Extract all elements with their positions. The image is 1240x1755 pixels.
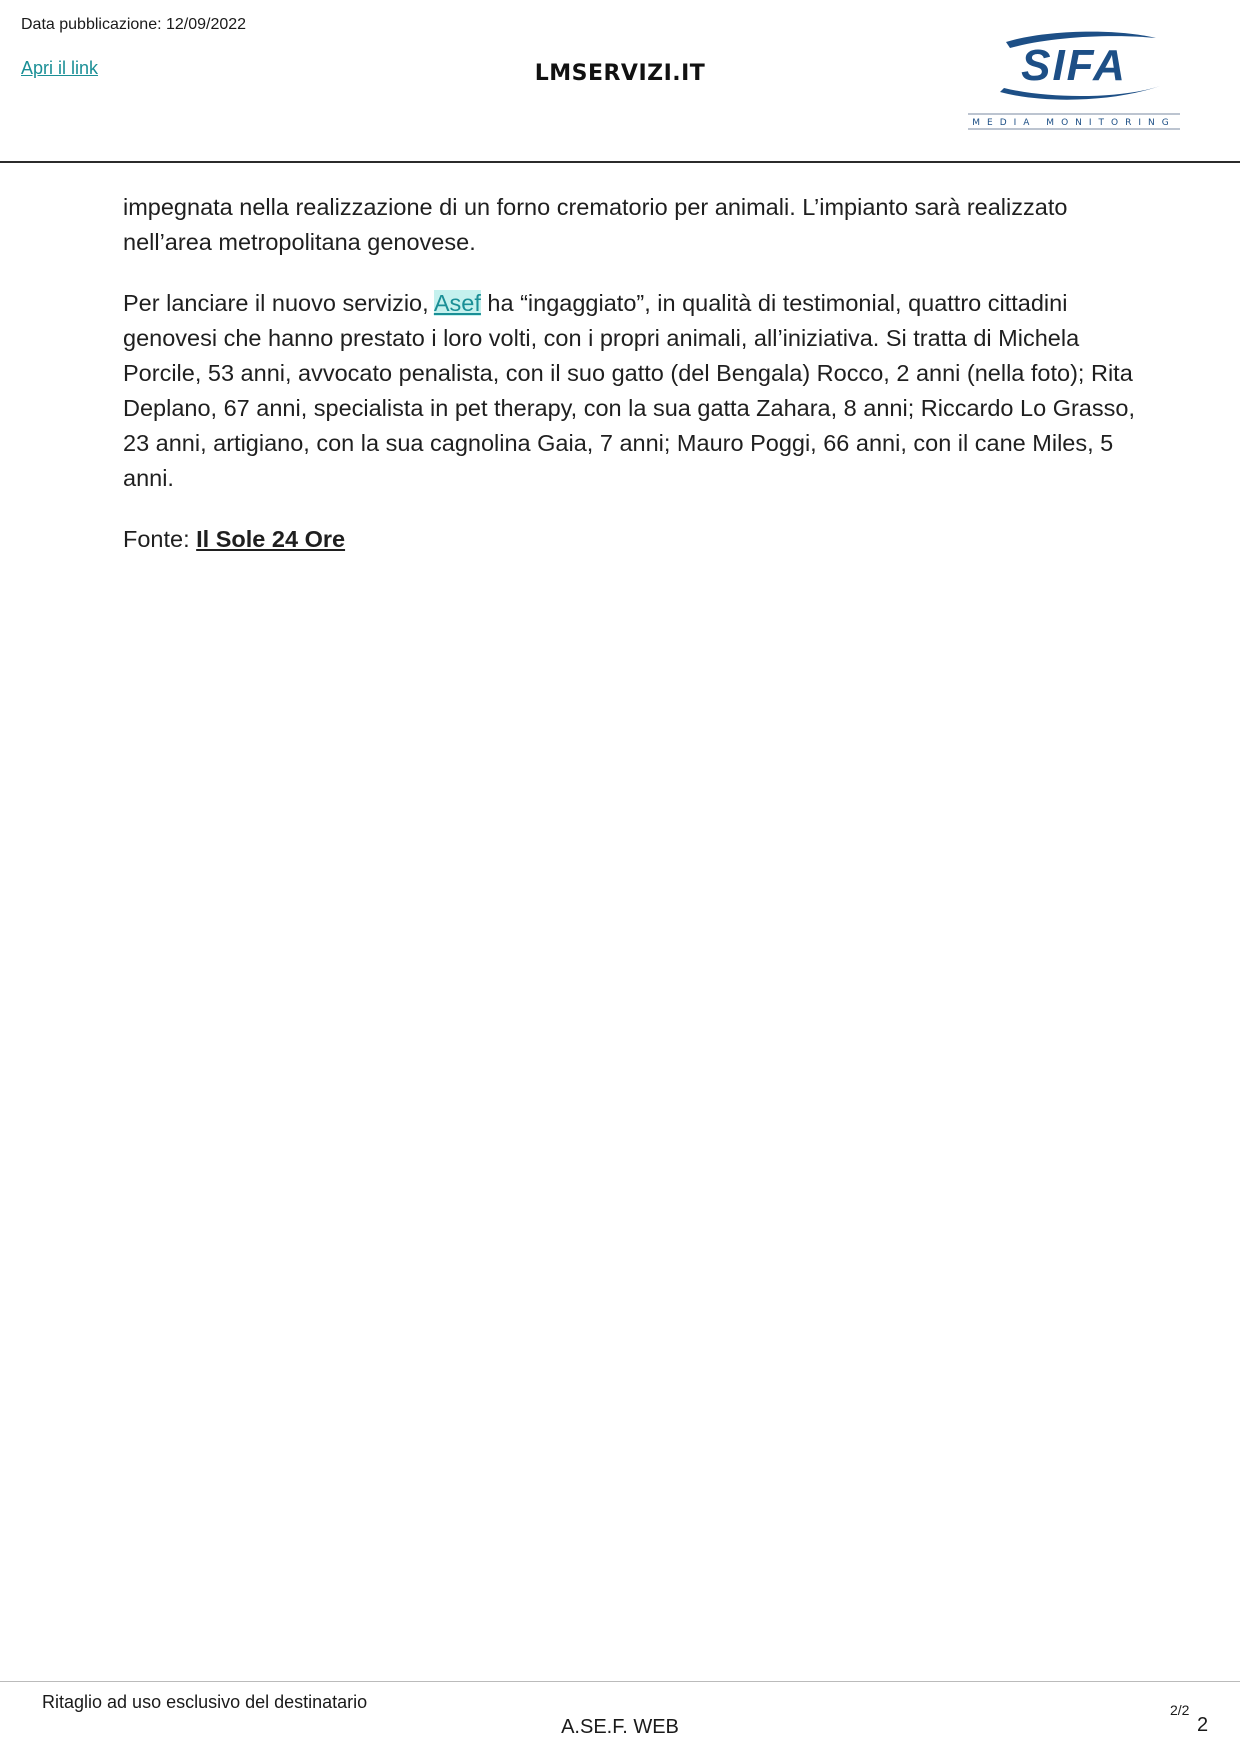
page-fraction: 2/2 bbox=[1170, 1702, 1190, 1718]
paragraph-2-rest: ha “ingaggiato”, in qualità di testimonial, quattro cittadini genovesi che hanno prestato i loro volti, con i propri animali, all’iniziativa. Si tratta di Michela Porcile, 53 anni, avvocato penalista, con il suo gatto (del Bengala) Rocco, 2 anni (nella foto); Rita Deplano, 67 anni, specialista in pet therapy, con la sua gatta Zahara, 8 anni; Riccardo Lo Grasso, 23 anni, artigiano, con la sua cagnolina Gaia, 7 anni; Mauro Poggi, 66 anni, con il cane Miles, 5 anni. bbox=[123, 290, 1135, 491]
article-paragraph-2 bbox=[123, 286, 1143, 496]
source-label: Fonte: bbox=[123, 526, 197, 552]
source-name: LMSERVIZI.IT bbox=[534, 61, 706, 86]
article-paragraph-1: impegnata nella realizzazione di un forno crematorio per animali. L’impianto sarà realizzato nell’area metropolitana genovese. bbox=[123, 194, 1068, 255]
logo-wordmark: SIFA bbox=[1021, 41, 1127, 90]
publication-date: Data pubblicazione: 12/09/2022 bbox=[21, 16, 247, 33]
logo-tagline: MEDIA MONITORING bbox=[972, 118, 1176, 128]
sifa-logo bbox=[964, 26, 1184, 134]
source-link[interactable]: Il Sole 24 Ore bbox=[196, 526, 346, 552]
page-header bbox=[0, 0, 1240, 164]
article-body bbox=[123, 190, 1143, 583]
footer-note: Ritaglio ad uso esclusivo del destinatario bbox=[42, 1692, 368, 1712]
asef-link[interactable]: Asef bbox=[433, 290, 481, 316]
article-source bbox=[123, 522, 1143, 557]
open-link[interactable]: Apri il link bbox=[21, 58, 99, 78]
paragraph-2-lead: Per lanciare il nuovo servizio, bbox=[123, 290, 434, 316]
footer-divider bbox=[0, 1681, 1240, 1682]
header-divider bbox=[0, 161, 1240, 163]
page-number: 2 bbox=[1197, 1714, 1209, 1736]
footer-client: A.SE.F. WEB bbox=[561, 1716, 679, 1738]
